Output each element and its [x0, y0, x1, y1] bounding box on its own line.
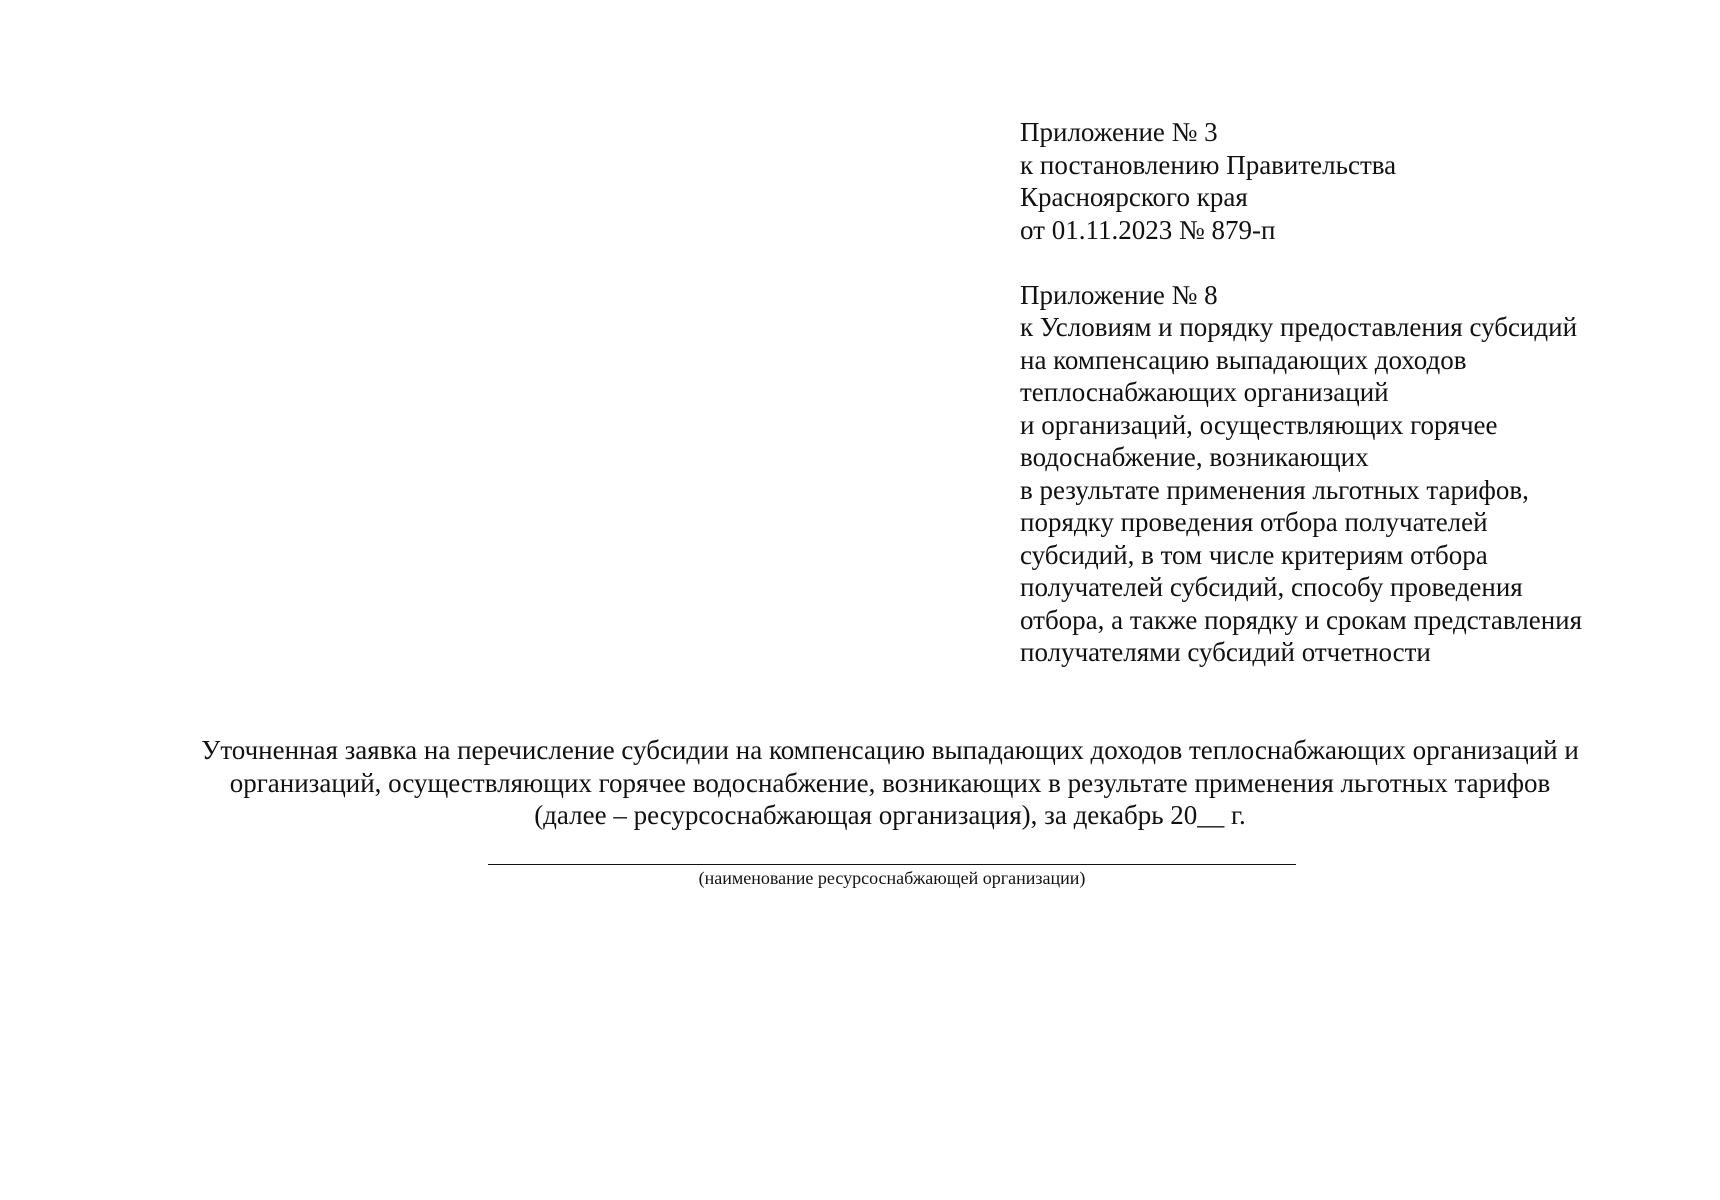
appendix8-ref-line: отбора, а также порядку и срокам представления: [1020, 604, 1583, 635]
appendix8-ref-line: в результате применения льготных тарифов,: [1020, 474, 1529, 505]
appendix8-ref-line: и организаций, осуществляющих горячее: [1020, 409, 1498, 440]
organization-name-caption: (наименование ресурсоснабжающей организации): [698, 868, 1086, 888]
title-line: (далее – ресурсоснабжающая организация), за декабрь 20__ г.: [534, 800, 1246, 830]
appendix3-date-line: от 01.11.2023 № 879-п: [1020, 214, 1276, 245]
document-title: [60, 734, 1720, 832]
appendix8-ref-line: теплоснабжающих организаций: [1020, 377, 1389, 407]
title-line: Уточненная заявка на перечисление субсидии на компенсацию выпадающих доходов теплоснабжающих организаций и: [201, 735, 1579, 765]
appendix8-ref-line: на компенсацию выпадающих доходов: [1020, 344, 1467, 375]
appendix3-ref-line: к постановлению Правительства: [1020, 149, 1397, 180]
appendix-spacer: [1020, 246, 1700, 279]
appendix3-number: Приложение № 3: [1020, 117, 1218, 147]
appendix8-ref-line: к Условиям и порядку предоставления субсидий: [1020, 312, 1578, 342]
appendix8-ref-line: субсидий, в том числе критериям отбора: [1020, 539, 1488, 570]
appendix8-ref-line: порядку проведения отбора получателей: [1020, 507, 1488, 537]
appendix8-ref-line: получателями субсидий отчетности: [1020, 637, 1431, 667]
organization-name-field[interactable]: [488, 864, 1296, 865]
appendix8-ref-line: получателей субсидий, способу проведения: [1020, 572, 1523, 602]
appendix8-number: Приложение № 8: [1020, 279, 1218, 310]
appendix3-ref-line: Красноярского края: [1020, 182, 1248, 212]
appendix-header: [1020, 116, 1700, 669]
title-line: организаций, осуществляющих горячее водоснабжение, возникающих в результате применения льготных тарифов: [229, 767, 1551, 798]
appendix8-ref-line: водоснабжение, возникающих: [1020, 442, 1369, 472]
